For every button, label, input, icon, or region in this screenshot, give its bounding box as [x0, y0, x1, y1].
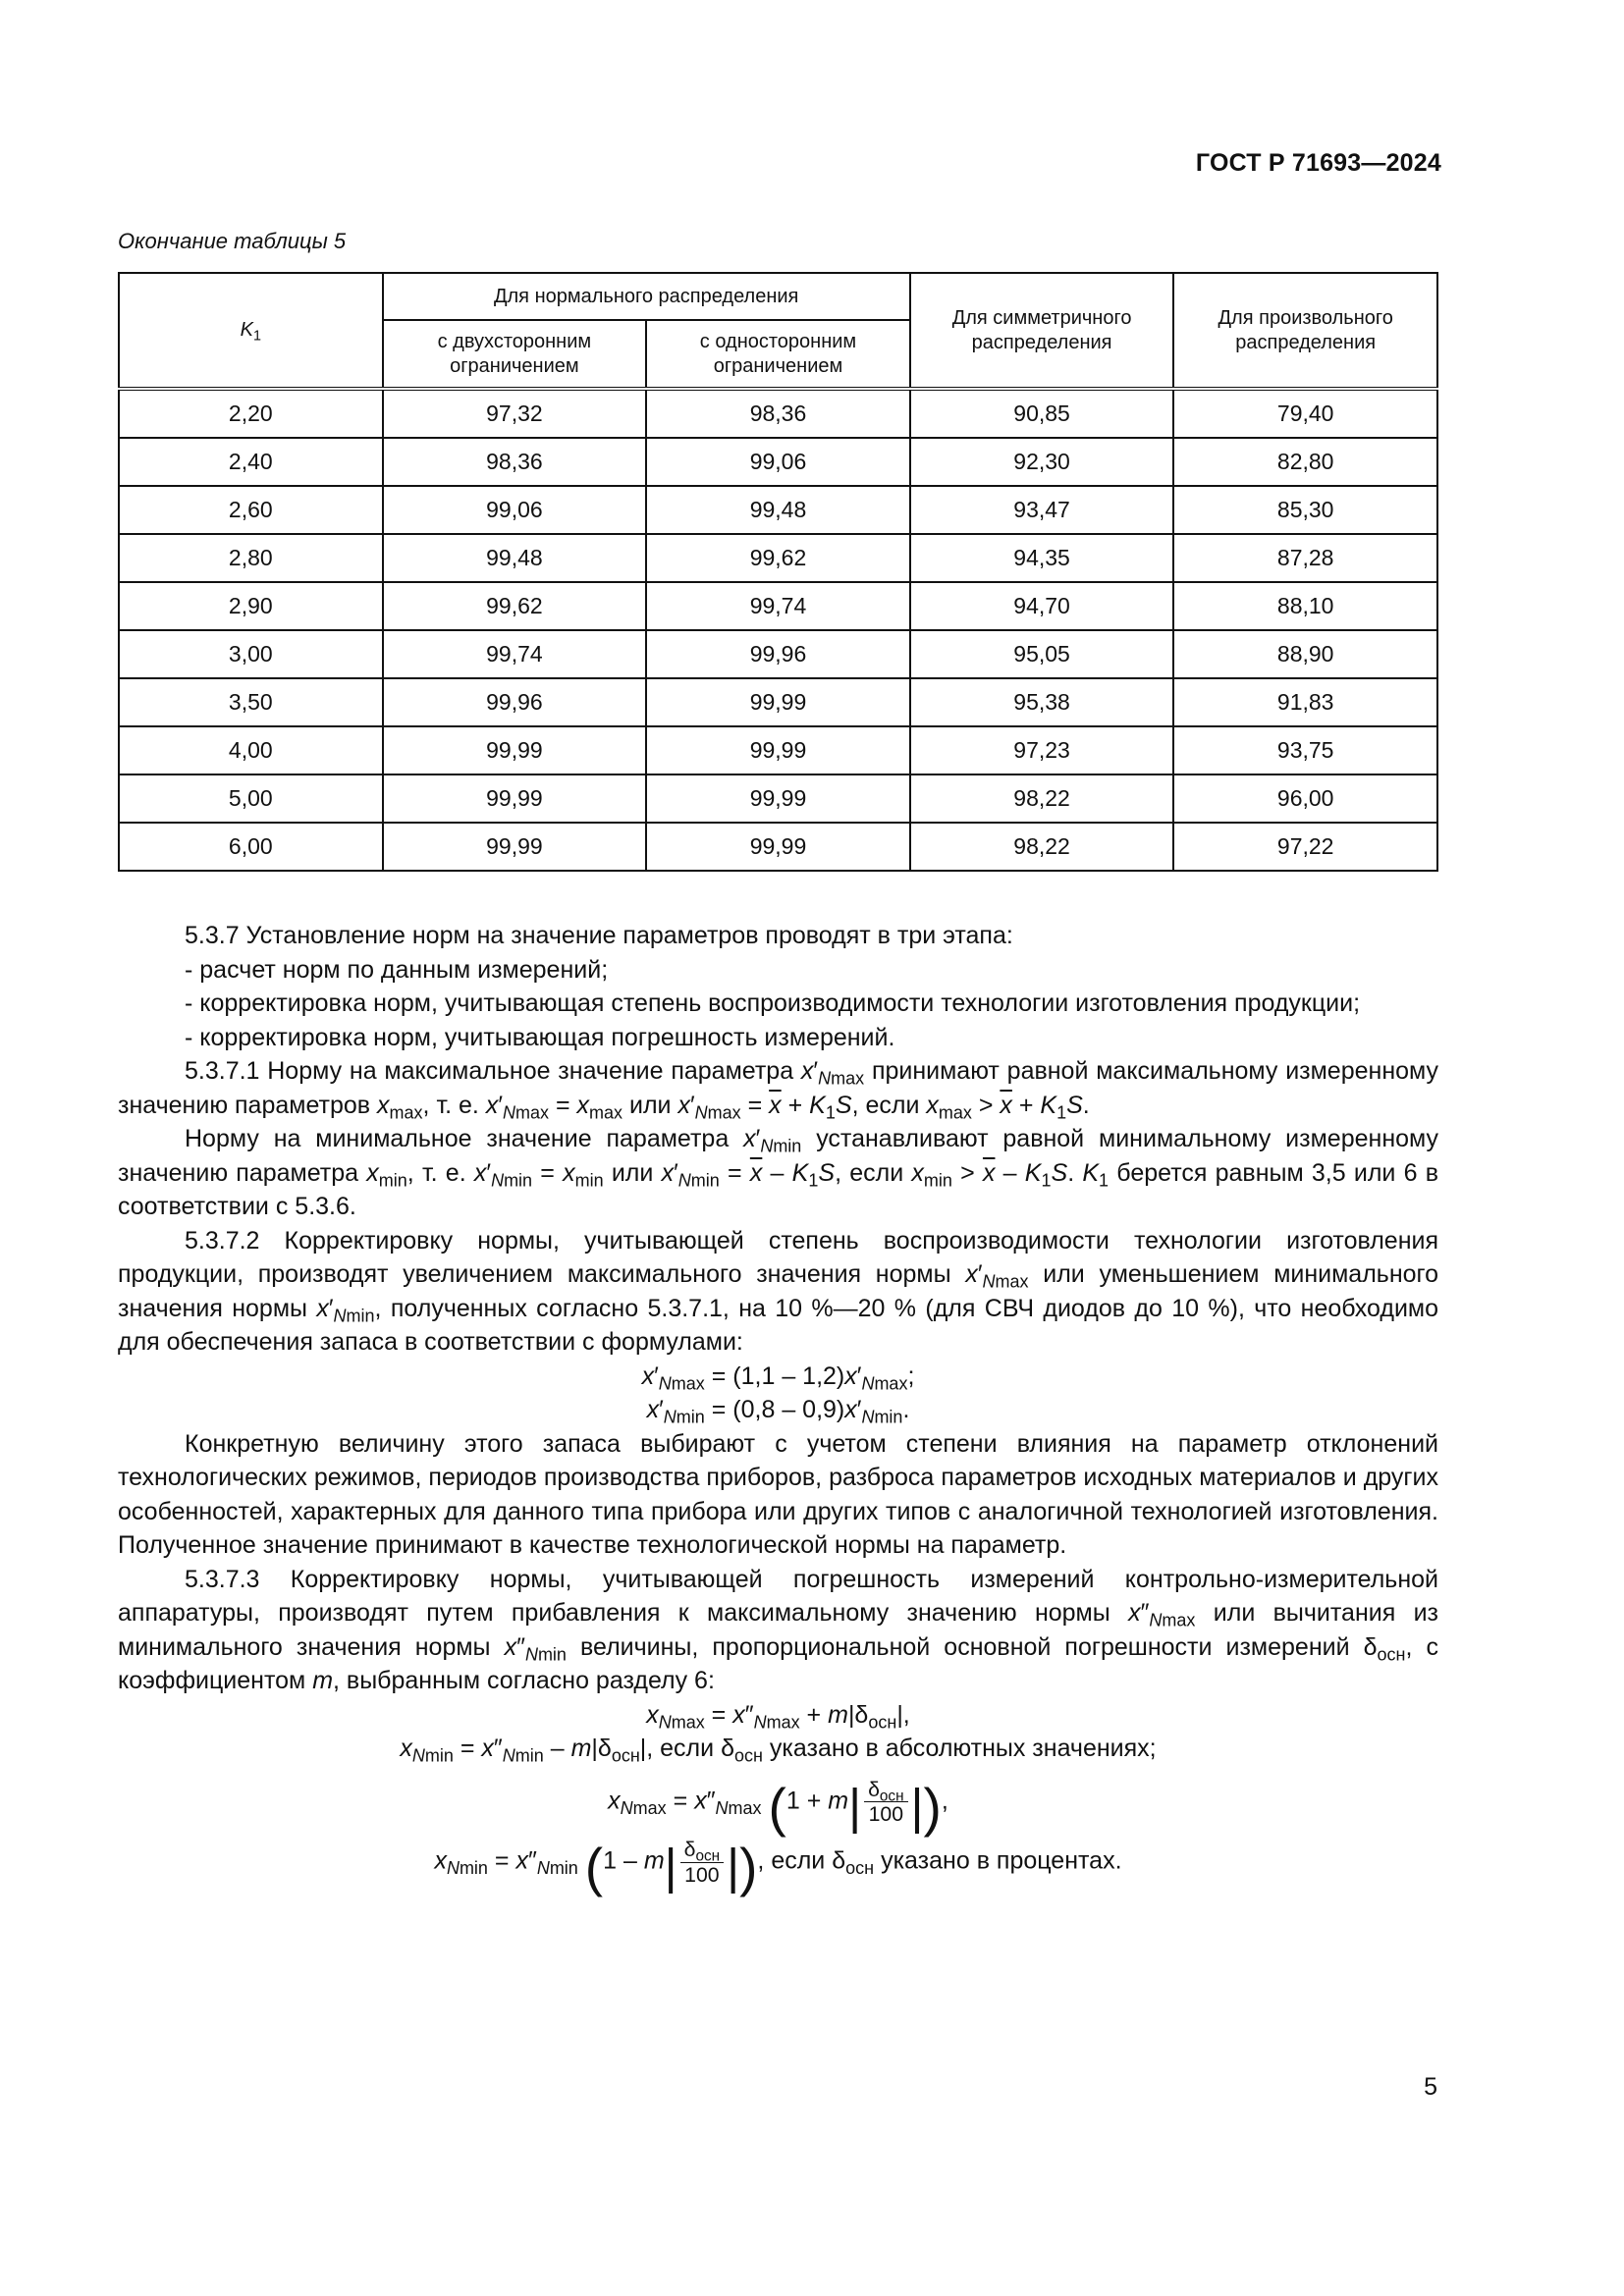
header-arbitrary: Для произвольного распределения: [1173, 273, 1437, 389]
table-cell: 99,99: [646, 678, 910, 726]
table-row: [119, 630, 1437, 678]
table-row: [119, 774, 1437, 823]
table-caption: Окончание таблицы 5: [118, 229, 347, 253]
page-number: 5: [1424, 2073, 1437, 2101]
table-cell: 99,74: [646, 582, 910, 630]
header-symmetric: Для симметричного распределения: [910, 273, 1174, 389]
table-cell: 91,83: [1173, 678, 1437, 726]
header-k1: $K_1$: [119, 273, 383, 389]
formula-pct-max: $x_{Nmax} = x''_{Nmax}$ (1 + m| $\frac{\delta_{осн}}{100}$ |),: [608, 1776, 948, 1838]
list-item: - корректировка норм, учитывающая степень воспроизводимости технологии изготовления продукции;: [185, 989, 1361, 1017]
table-cell: 99,99: [646, 774, 910, 823]
table-cell: 88,10: [1173, 582, 1437, 630]
table-cell: 79,40: [1173, 389, 1437, 438]
table-5: [118, 272, 1438, 872]
table-row: [119, 438, 1437, 486]
table-cell: 99,99: [646, 823, 910, 871]
table-cell: 92,30: [910, 438, 1174, 486]
table-cell: 97,32: [383, 389, 647, 438]
table-cell: 4,00: [119, 726, 383, 774]
table-cell: 98,22: [910, 774, 1174, 823]
header-two-sided: с двухсторонним ограничением: [383, 320, 647, 389]
section-5-3-7: 5.3.7 Установление норм на значение параметров проводят в три этапа:: [185, 922, 1013, 949]
formula-min-reserve: $x'_{Nmin} = (0,8 - 0,9)x'_{Nmin}$.: [646, 1396, 910, 1427]
table-cell: 93,75: [1173, 726, 1437, 774]
table-cell: 99,62: [383, 582, 647, 630]
table-row: [119, 726, 1437, 774]
formula-pct-min: $x_{Nmin} = x''_{Nmin}$ (1 – m| $\frac{\delta_{осн}}{100}$ |), если $\delta_{осн}$ указано в процентах.: [434, 1837, 1122, 1898]
table-cell: 98,22: [910, 823, 1174, 871]
section-5-3-7-3: 5.3.7.3 Корректировку нормы, учитывающей погрешность измерений контрольно-измерительной аппаратуры, производят путем прибавления к максимальному значению нормы $x''_{Nmax}$ или вычитания из минимального значения нормы $x''_{Nmin}$ величины, пропорциональной основной погрешности измерений $\delta_{осн}$, с коэффициентом m, выбранным согласно разделу 6:: [118, 1565, 1439, 1694]
table-row: [119, 534, 1437, 582]
table-cell: 97,22: [1173, 823, 1437, 871]
table-cell: 99,06: [646, 438, 910, 486]
body-text: [118, 919, 1439, 1898]
table-cell: 5,00: [119, 774, 383, 823]
table-cell: 94,35: [910, 534, 1174, 582]
table-cell: 99,99: [383, 774, 647, 823]
table-cell: 99,99: [383, 726, 647, 774]
list-item: - расчет норм по данным измерений;: [185, 955, 609, 984]
section-5-3-7-2: 5.3.7.2 Корректировку нормы, учитывающей степень воспроизводимости технологии изготовления продукции, производят увеличением максимального значения нормы $x'_{Nmax}$ или уменьшением минимального значения нормы $x'_{Nmin}$, полученных согласно 5.3.7.1, на 10 %—20 % (для СВЧ диодов до 10 %), что необходимо для обеспечения запаса в соответствии с формулами:: [118, 1226, 1439, 1356]
table-cell: 93,47: [910, 486, 1174, 534]
table-cell: 2,60: [119, 486, 383, 534]
table-row: [119, 389, 1437, 438]
table-cell: 94,70: [910, 582, 1174, 630]
table-cell: 95,38: [910, 678, 1174, 726]
table-row: [119, 486, 1437, 534]
header-normal-distribution: Для нормального распределения: [383, 273, 910, 320]
table-cell: 95,05: [910, 630, 1174, 678]
table-cell: 99,96: [646, 630, 910, 678]
table-cell: 96,00: [1173, 774, 1437, 823]
list-item: - корректировка норм, учитывающая погрешность измерений.: [185, 1023, 895, 1051]
table-body: [119, 389, 1437, 871]
document-code: ГОСТ Р 71693—2024: [1195, 149, 1441, 177]
table-cell: 99,74: [383, 630, 647, 678]
table-cell: 98,36: [383, 438, 647, 486]
table-cell: 99,96: [383, 678, 647, 726]
table-cell: 88,90: [1173, 630, 1437, 678]
table-row: [119, 582, 1437, 630]
table-cell: 3,00: [119, 630, 383, 678]
header-one-sided: с односторонним ограничением: [646, 320, 910, 389]
table-row: [119, 823, 1437, 871]
reserve-paragraph: Конкретную величину этого запаса выбирают с учетом степени влияния на параметр отклонений технологических режимов, периодов производства приборов, разброса параметров исходных материалов и других особенностей, характерных для данного типа прибора или других типов с аналогичной технологией изготовления. Полученное значение принимают в качестве технологической нормы на параметр.: [118, 1429, 1438, 1559]
table-cell: 90,85: [910, 389, 1174, 438]
table-cell: 3,50: [119, 678, 383, 726]
formula-max-reserve: $x'_{Nmax} = (1,1 - 1,2)x'_{Nmax}$;: [641, 1362, 915, 1393]
formula-abs-min: $x_{Nmin} = x''_{Nmin} - m|\delta_{осн}|$, если $\delta_{осн}$ указано в абсолютных значениях;: [400, 1735, 1157, 1766]
table-cell: 2,20: [119, 389, 383, 438]
table-cell: 99,99: [383, 823, 647, 871]
table-cell: 82,80: [1173, 438, 1437, 486]
table-cell: 99,48: [646, 486, 910, 534]
table-cell: 87,28: [1173, 534, 1437, 582]
table-cell: 99,06: [383, 486, 647, 534]
table-cell: 97,23: [910, 726, 1174, 774]
min-norm-paragraph: Норму на минимальное значение параметра $x'_{Nmin}$ устанавливают равной минимальному измеренному значению параметра $x_{min}$, т. е. $x'_{Nmin} = x_{min}$ или $x'_{Nmin} = \overline{x} - K_1S$, если $x_{min} > \overline{x} - K_1S$. $K_1$ берется равным 3,5 или 6 в соответствии с 5.3.6.: [118, 1125, 1438, 1220]
table-cell: 99,62: [646, 534, 910, 582]
table-cell: 85,30: [1173, 486, 1437, 534]
table-cell: 6,00: [119, 823, 383, 871]
table-cell: 99,48: [383, 534, 647, 582]
table-cell: 2,80: [119, 534, 383, 582]
table-cell: 2,40: [119, 438, 383, 486]
table-cell: 2,90: [119, 582, 383, 630]
table-row: [119, 678, 1437, 726]
formula-abs-max: $x_{Nmax} = x''_{Nmax} + m|\delta_{осн}|$,: [646, 1700, 910, 1732]
table-cell: 99,99: [646, 726, 910, 774]
table-cell: 98,36: [646, 389, 910, 438]
section-5-3-7-1: 5.3.7.1 Норму на максимальное значение параметра $x'_{Nmax}$ принимают равной максимальному измеренному значению параметров $x_{max}$, т. е. $x'_{Nmax} = x_{max}$ или $x'_{Nmax} = \overline{x} + K_1S$, если $x_{max} > \overline{x} + K_1S$.: [118, 1057, 1438, 1122]
